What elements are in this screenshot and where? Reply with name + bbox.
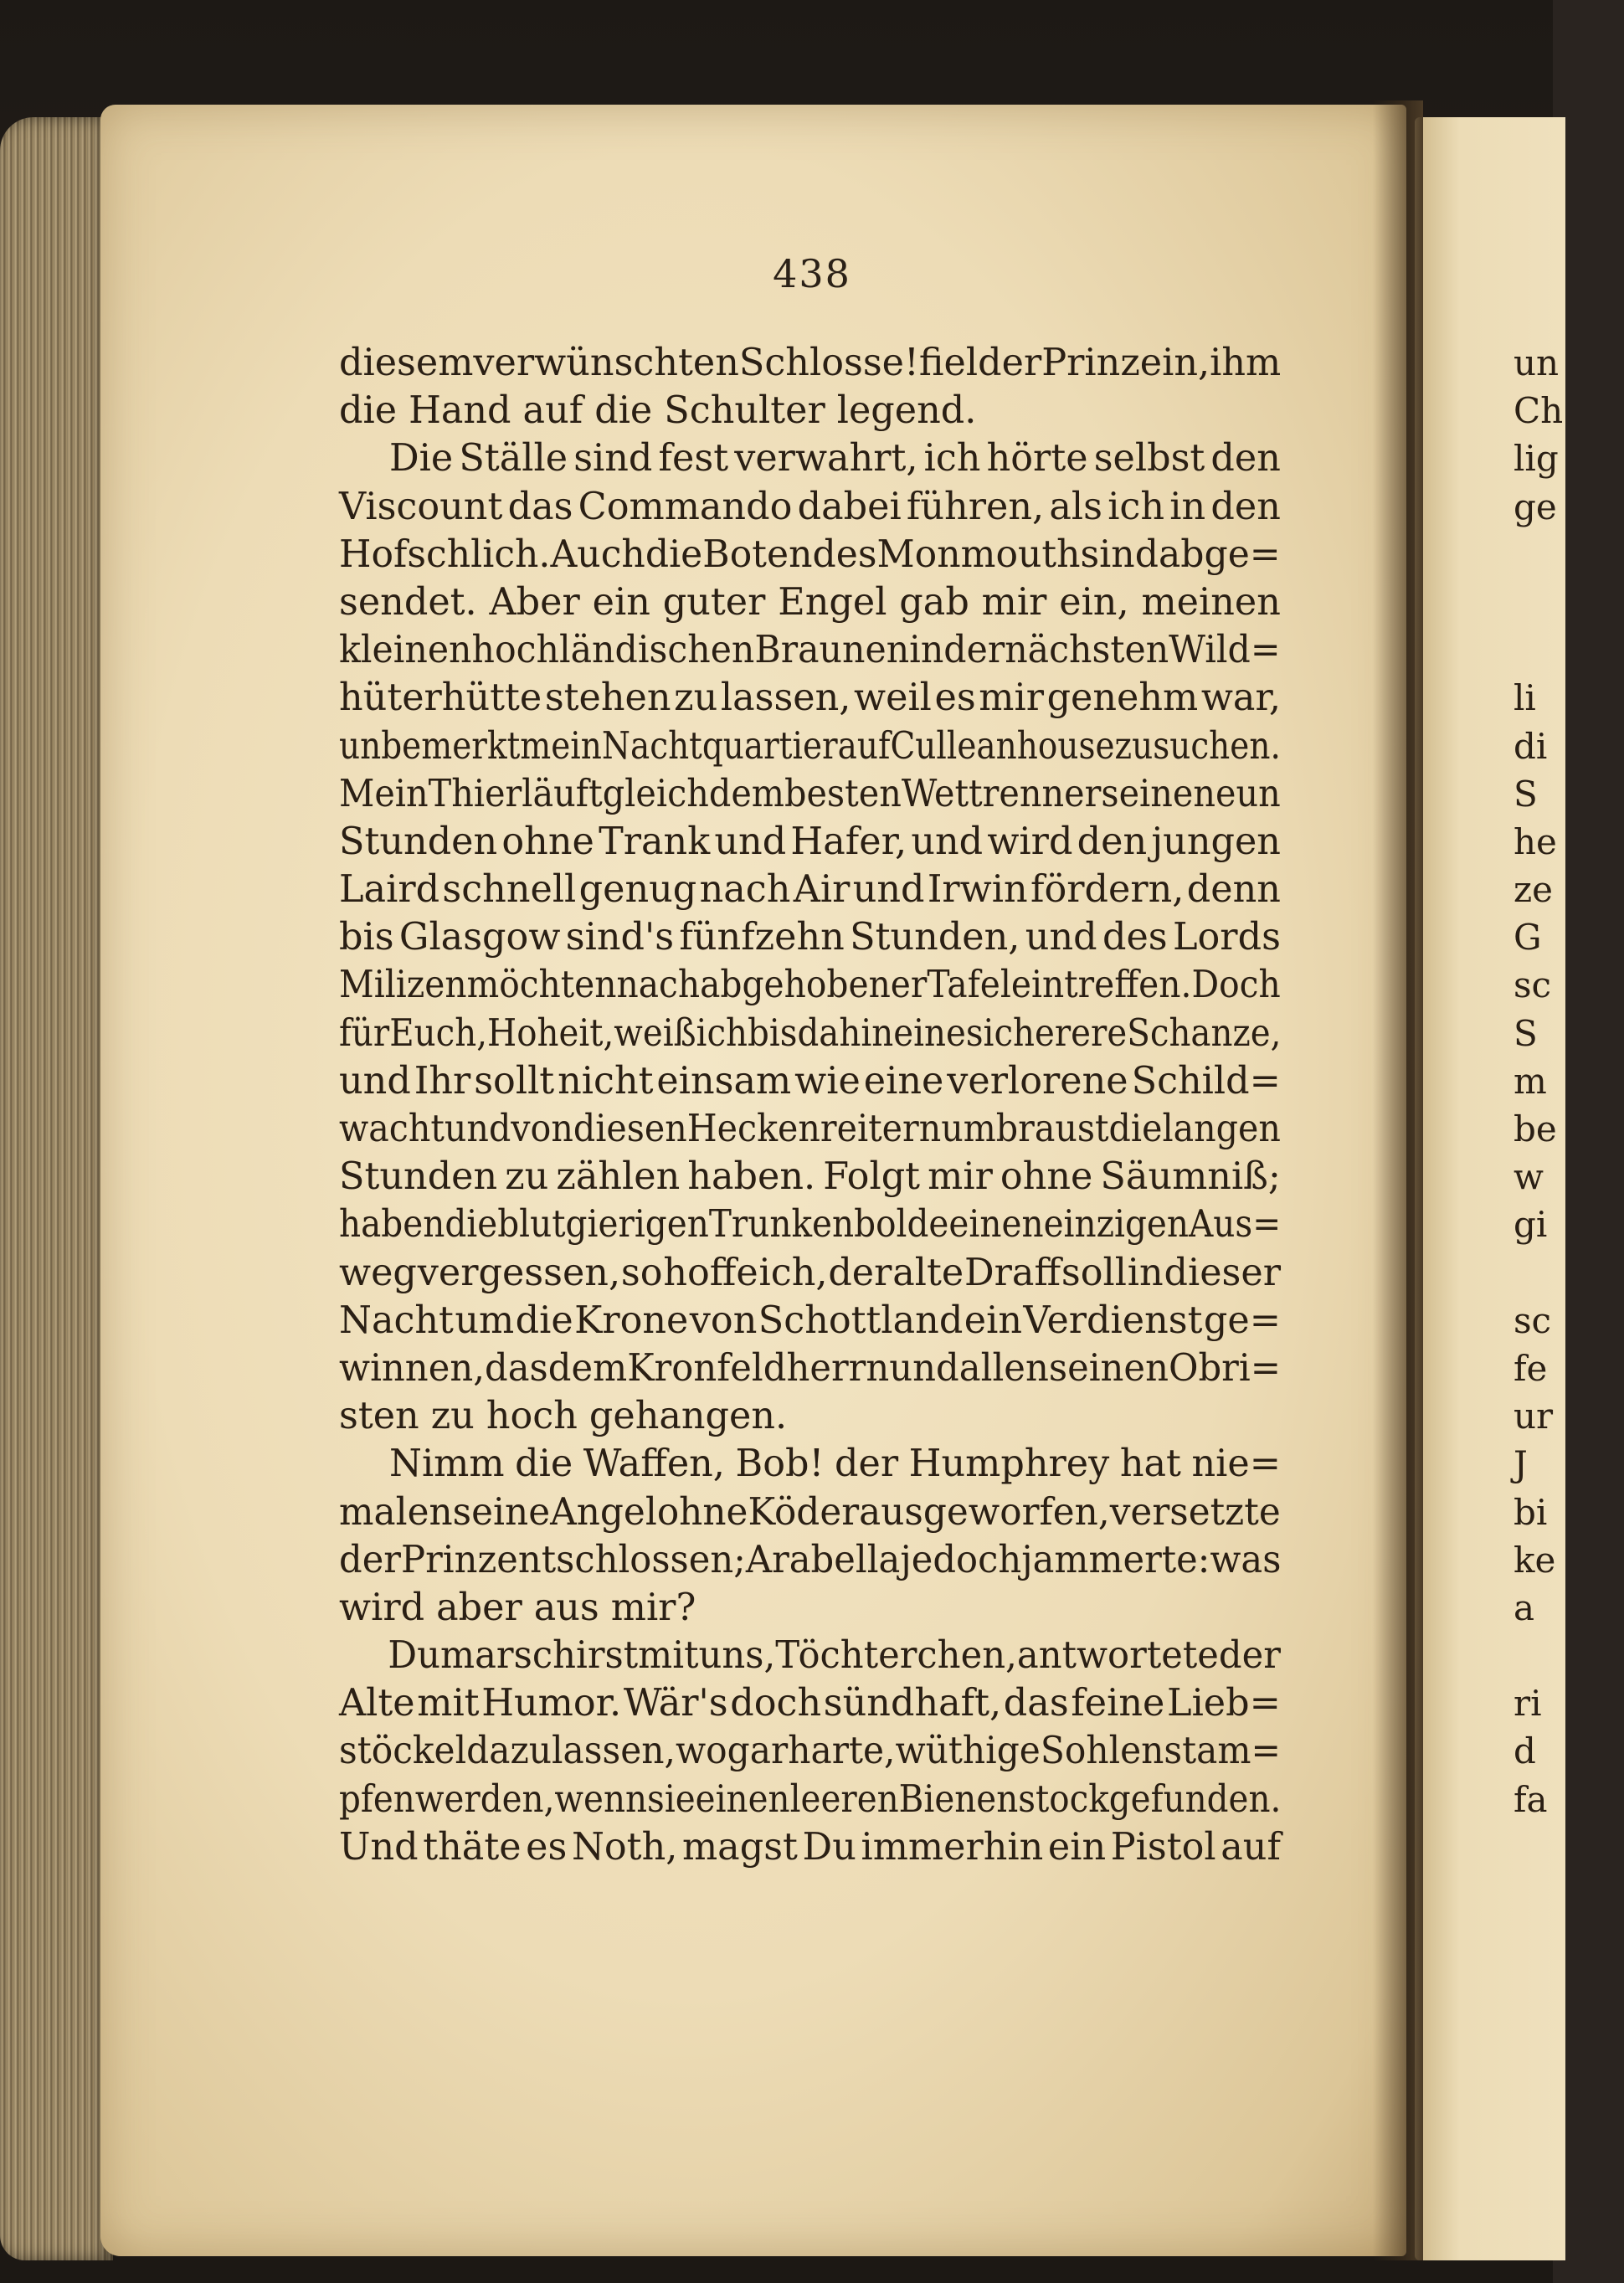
right-page-fragment: gi (1514, 1204, 1548, 1246)
right-page-fragment: ri (1514, 1683, 1542, 1725)
text-line: stöckel da zu lassen, wo gar harte, wüthige Sohlen stam= (339, 1730, 1281, 1773)
text-line: wacht und von diesen Heckenreitern umbraust die langen (339, 1108, 1281, 1150)
text-line: Stunden ohne Trank und Hafer, und wird den jungen (339, 820, 1281, 863)
text-line: sten zu hoch gehangen. (339, 1395, 788, 1438)
text-line: für Euch, Hoheit, weiß ich bis dahin eine sicherere Schanze, (339, 1011, 1282, 1055)
text-line: winnen, das dem Kronfeldherrn und allen seinen Obri= (339, 1346, 1282, 1390)
text-line: die Hand auf die Schulter legend. (339, 389, 977, 433)
text-line: kleinen hochländischen Braunen in der nächsten Wild= (339, 629, 1281, 672)
text-line: bis Glasgow sind's fünfzehn Stunden, und des Lords (339, 916, 1281, 959)
right-page-fragment (1514, 1249, 1564, 1297)
right-page-fragment: ur (1514, 1396, 1554, 1437)
right-page-fragment: ge (1514, 486, 1557, 527)
right-page-fragment: S (1514, 773, 1538, 815)
right-page-fragment: bi (1514, 1491, 1548, 1533)
text-line: der Prinz entschlossen; Arabella jedoch jammerte: was (339, 1538, 1282, 1581)
text-line: wird aber aus mir? (339, 1586, 696, 1629)
text-line: Mein Thier läuft gleich dem besten Wettrenner seine neun (339, 772, 1281, 815)
right-page-fragment: lig (1514, 438, 1559, 480)
right-page-fragment: J (1514, 1443, 1528, 1485)
right-page-fragment (1514, 531, 1564, 578)
right-page-text-fragments (1514, 339, 1564, 1823)
text-line: Und thäte es Noth, magst Du immerhin ein Pistol auf (339, 1825, 1281, 1869)
text-line: Viscount das Commando dabei führen, als ich in den (339, 485, 1281, 528)
right-page-fragment (1514, 1632, 1564, 1679)
right-page-fragment: be (1514, 1108, 1557, 1149)
text-line: Nacht um die Krone von Schottland ein Verdienst ge= (339, 1298, 1281, 1342)
right-page-fragment (1514, 578, 1564, 626)
book-gutter (1373, 100, 1423, 2260)
right-page-fragment: sc (1514, 964, 1552, 1006)
right-page-fragment: he (1514, 820, 1557, 862)
right-page-fragment: Ch (1514, 390, 1564, 432)
text-line: weg vergessen, so hoffe ich, der alte Draff soll in dieser (339, 1251, 1281, 1294)
right-page-fragment: fa (1514, 1778, 1548, 1820)
text-line: Alte mit Humor. Wär's doch sündhaft, das feine Lieb= (339, 1682, 1281, 1725)
right-page-fragment: ze (1514, 869, 1553, 911)
text-line: Nimm die Waffen, Bob! der Humphrey hat nie= (389, 1442, 1281, 1486)
text-line: Hof schlich. Auch die Boten des Monmouth sind abge= (339, 532, 1281, 576)
text-line: hüterhütte stehen zu lassen, weil es mir genehm war, (339, 676, 1281, 720)
text-line: sendet. Aber ein guter Engel gab mir ein, meinen (339, 580, 1281, 624)
right-page-fragment: G (1514, 917, 1542, 959)
right-page-fragment: fe (1514, 1347, 1548, 1389)
text-line: und Ihr sollt nicht einsam wie eine verlorene Schild= (339, 1059, 1281, 1103)
right-page-fragment: w (1514, 1156, 1544, 1198)
page-stack-edges (0, 117, 113, 2260)
text-line: malen seine Angel ohne Köder ausgeworfen, versetzte (339, 1490, 1281, 1534)
right-page-fragment: un (1514, 342, 1560, 383)
text-line: haben die blutgierigen Trunkenbolde einen einzigen Aus= (339, 1203, 1282, 1247)
right-page-fragment: S (1514, 1012, 1538, 1054)
right-page-fragment: li (1514, 677, 1536, 719)
text-line: Du marschirst mit uns, Töchterchen, antwortete der (388, 1634, 1281, 1678)
right-page-fragment (1514, 626, 1564, 674)
text-line: Stunden zu zählen haben. Folgt mir ohne Säumniß; (339, 1155, 1281, 1199)
text-line: Milizen möchten nach abgehobener Tafel eintreffen. Doch (339, 964, 1281, 1007)
right-page-fragment: ke (1514, 1539, 1556, 1581)
page-number: 438 (773, 251, 851, 296)
right-page-fragment: sc (1514, 1299, 1552, 1341)
text-line: Laird schnell genug nach Air und Irwin fördern, denn (339, 868, 1281, 912)
text-line: diesem verwünschten Schlosse! fiel der Prinz ein, ihm (339, 342, 1282, 384)
text-line: unbemerkt mein Nachtquartier auf Culleanhouse zu suchen. (339, 724, 1281, 768)
text-line: Die Ställe sind fest verwahrt, ich hörte selbst den (389, 437, 1281, 481)
right-page-fragment: a (1514, 1586, 1535, 1628)
body-text (339, 339, 1281, 1871)
right-page-fragment: d (1514, 1730, 1536, 1772)
text-line: pfen werden, wenn sie einen leeren Bienenstock gefunden. (339, 1777, 1282, 1821)
right-page-fragment: di (1514, 725, 1548, 767)
right-page-fragment: m (1514, 1060, 1547, 1102)
